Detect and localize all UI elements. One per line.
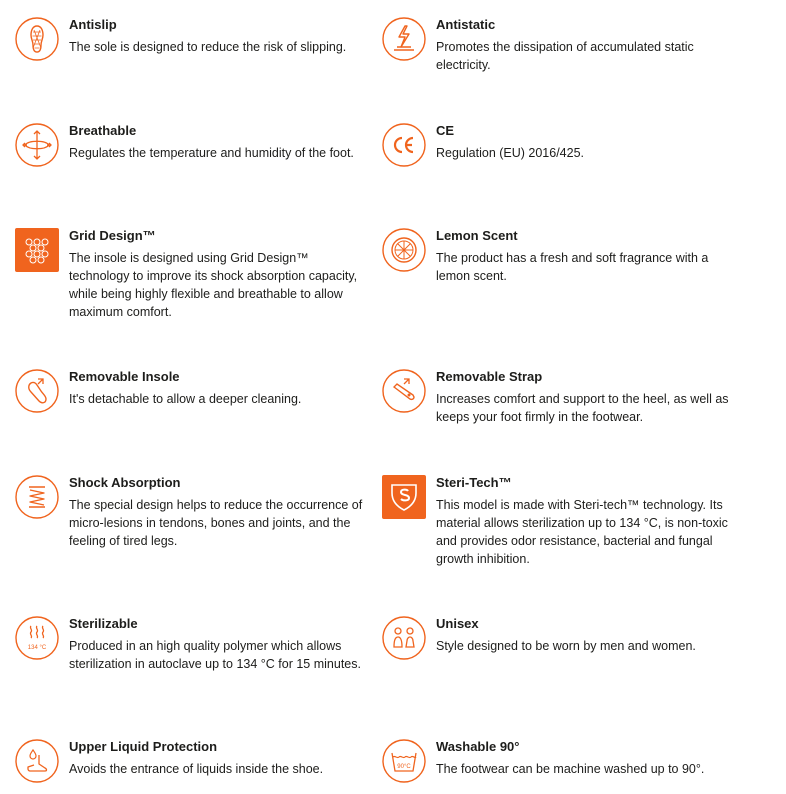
antistatic-icon bbox=[382, 17, 426, 61]
feature-description: This model is made with Steri-tech™ technology. Its material allows sterilization up to 134 °C, is non-toxic and provides odor resistance, bacterial and fungal growth inhibition. bbox=[436, 498, 728, 566]
feature-description: The product has a fresh and soft fragrance with a lemon scent. bbox=[436, 251, 709, 283]
unisex-icon bbox=[382, 616, 426, 660]
feature-title: Steri-Tech™ bbox=[436, 475, 512, 490]
washable-90-icon bbox=[382, 739, 426, 783]
feature-title: Antislip bbox=[69, 17, 117, 32]
sterilizable-icon bbox=[15, 616, 59, 660]
feature-title: Grid Design™ bbox=[69, 228, 156, 243]
feature-title: Lemon Scent bbox=[436, 228, 518, 243]
feature-description: Style designed to be worn by men and women. bbox=[436, 639, 696, 653]
grid-design-icon bbox=[15, 228, 59, 272]
feature-description: Regulation (EU) 2016/425. bbox=[436, 146, 585, 160]
feature-description: Regulates the temperature and humidity of the foot. bbox=[69, 146, 354, 160]
feature-description: The insole is designed using Grid Design™ technology to improve its shock absorption capacity, while being highly flexible and breathable to allow maximum comfort. bbox=[69, 251, 358, 319]
feature-description: Increases comfort and support to the heel, as well as keeps your foot firmly in the footwear. bbox=[436, 392, 729, 424]
feature-description: The sole is designed to reduce the risk of slipping. bbox=[69, 40, 347, 54]
feature-title: CE bbox=[436, 123, 455, 138]
feature-title: Shock Absorption bbox=[69, 475, 181, 490]
feature-title: Antistatic bbox=[436, 17, 496, 32]
breathable-icon bbox=[15, 123, 59, 167]
feature-title: Unisex bbox=[436, 616, 479, 631]
removable-insole-icon bbox=[15, 369, 59, 413]
feature-title: Removable Insole bbox=[69, 369, 180, 384]
sterilizable-icon-label: 134 °C bbox=[27, 645, 47, 651]
shock-absorption-icon bbox=[15, 475, 59, 519]
feature-title: Washable 90° bbox=[436, 739, 520, 754]
antislip-sole-icon bbox=[15, 17, 59, 61]
feature-description: Produced in an high quality polymer which allows sterilization in autoclave up to 134 °C for 15 minutes. bbox=[69, 639, 361, 671]
feature-description: The footwear can be machine washed up to 90°. bbox=[436, 762, 705, 776]
feature-description: It's detachable to allow a deeper cleaning. bbox=[69, 392, 302, 406]
feature-title: Upper Liquid Protection bbox=[69, 739, 218, 754]
washable-icon-label: 90°C bbox=[397, 764, 411, 770]
feature-title: Sterilizable bbox=[69, 616, 138, 631]
feature-title: Breathable bbox=[69, 123, 137, 138]
steri-tech-icon bbox=[382, 475, 426, 519]
feature-title: Removable Strap bbox=[436, 369, 543, 384]
upper-liquid-protection-icon bbox=[15, 739, 59, 783]
ce-mark-icon bbox=[382, 123, 426, 167]
feature-description: The special design helps to reduce the occurrence of micro-lesions in tendons, bones and joints, and the feeling of tired legs. bbox=[69, 498, 363, 548]
removable-strap-icon bbox=[382, 369, 426, 413]
feature-description: Promotes the dissipation of accumulated static electricity. bbox=[436, 40, 694, 72]
lemon-scent-icon bbox=[382, 228, 426, 272]
feature-description: Avoids the entrance of liquids inside the shoe. bbox=[69, 762, 324, 776]
